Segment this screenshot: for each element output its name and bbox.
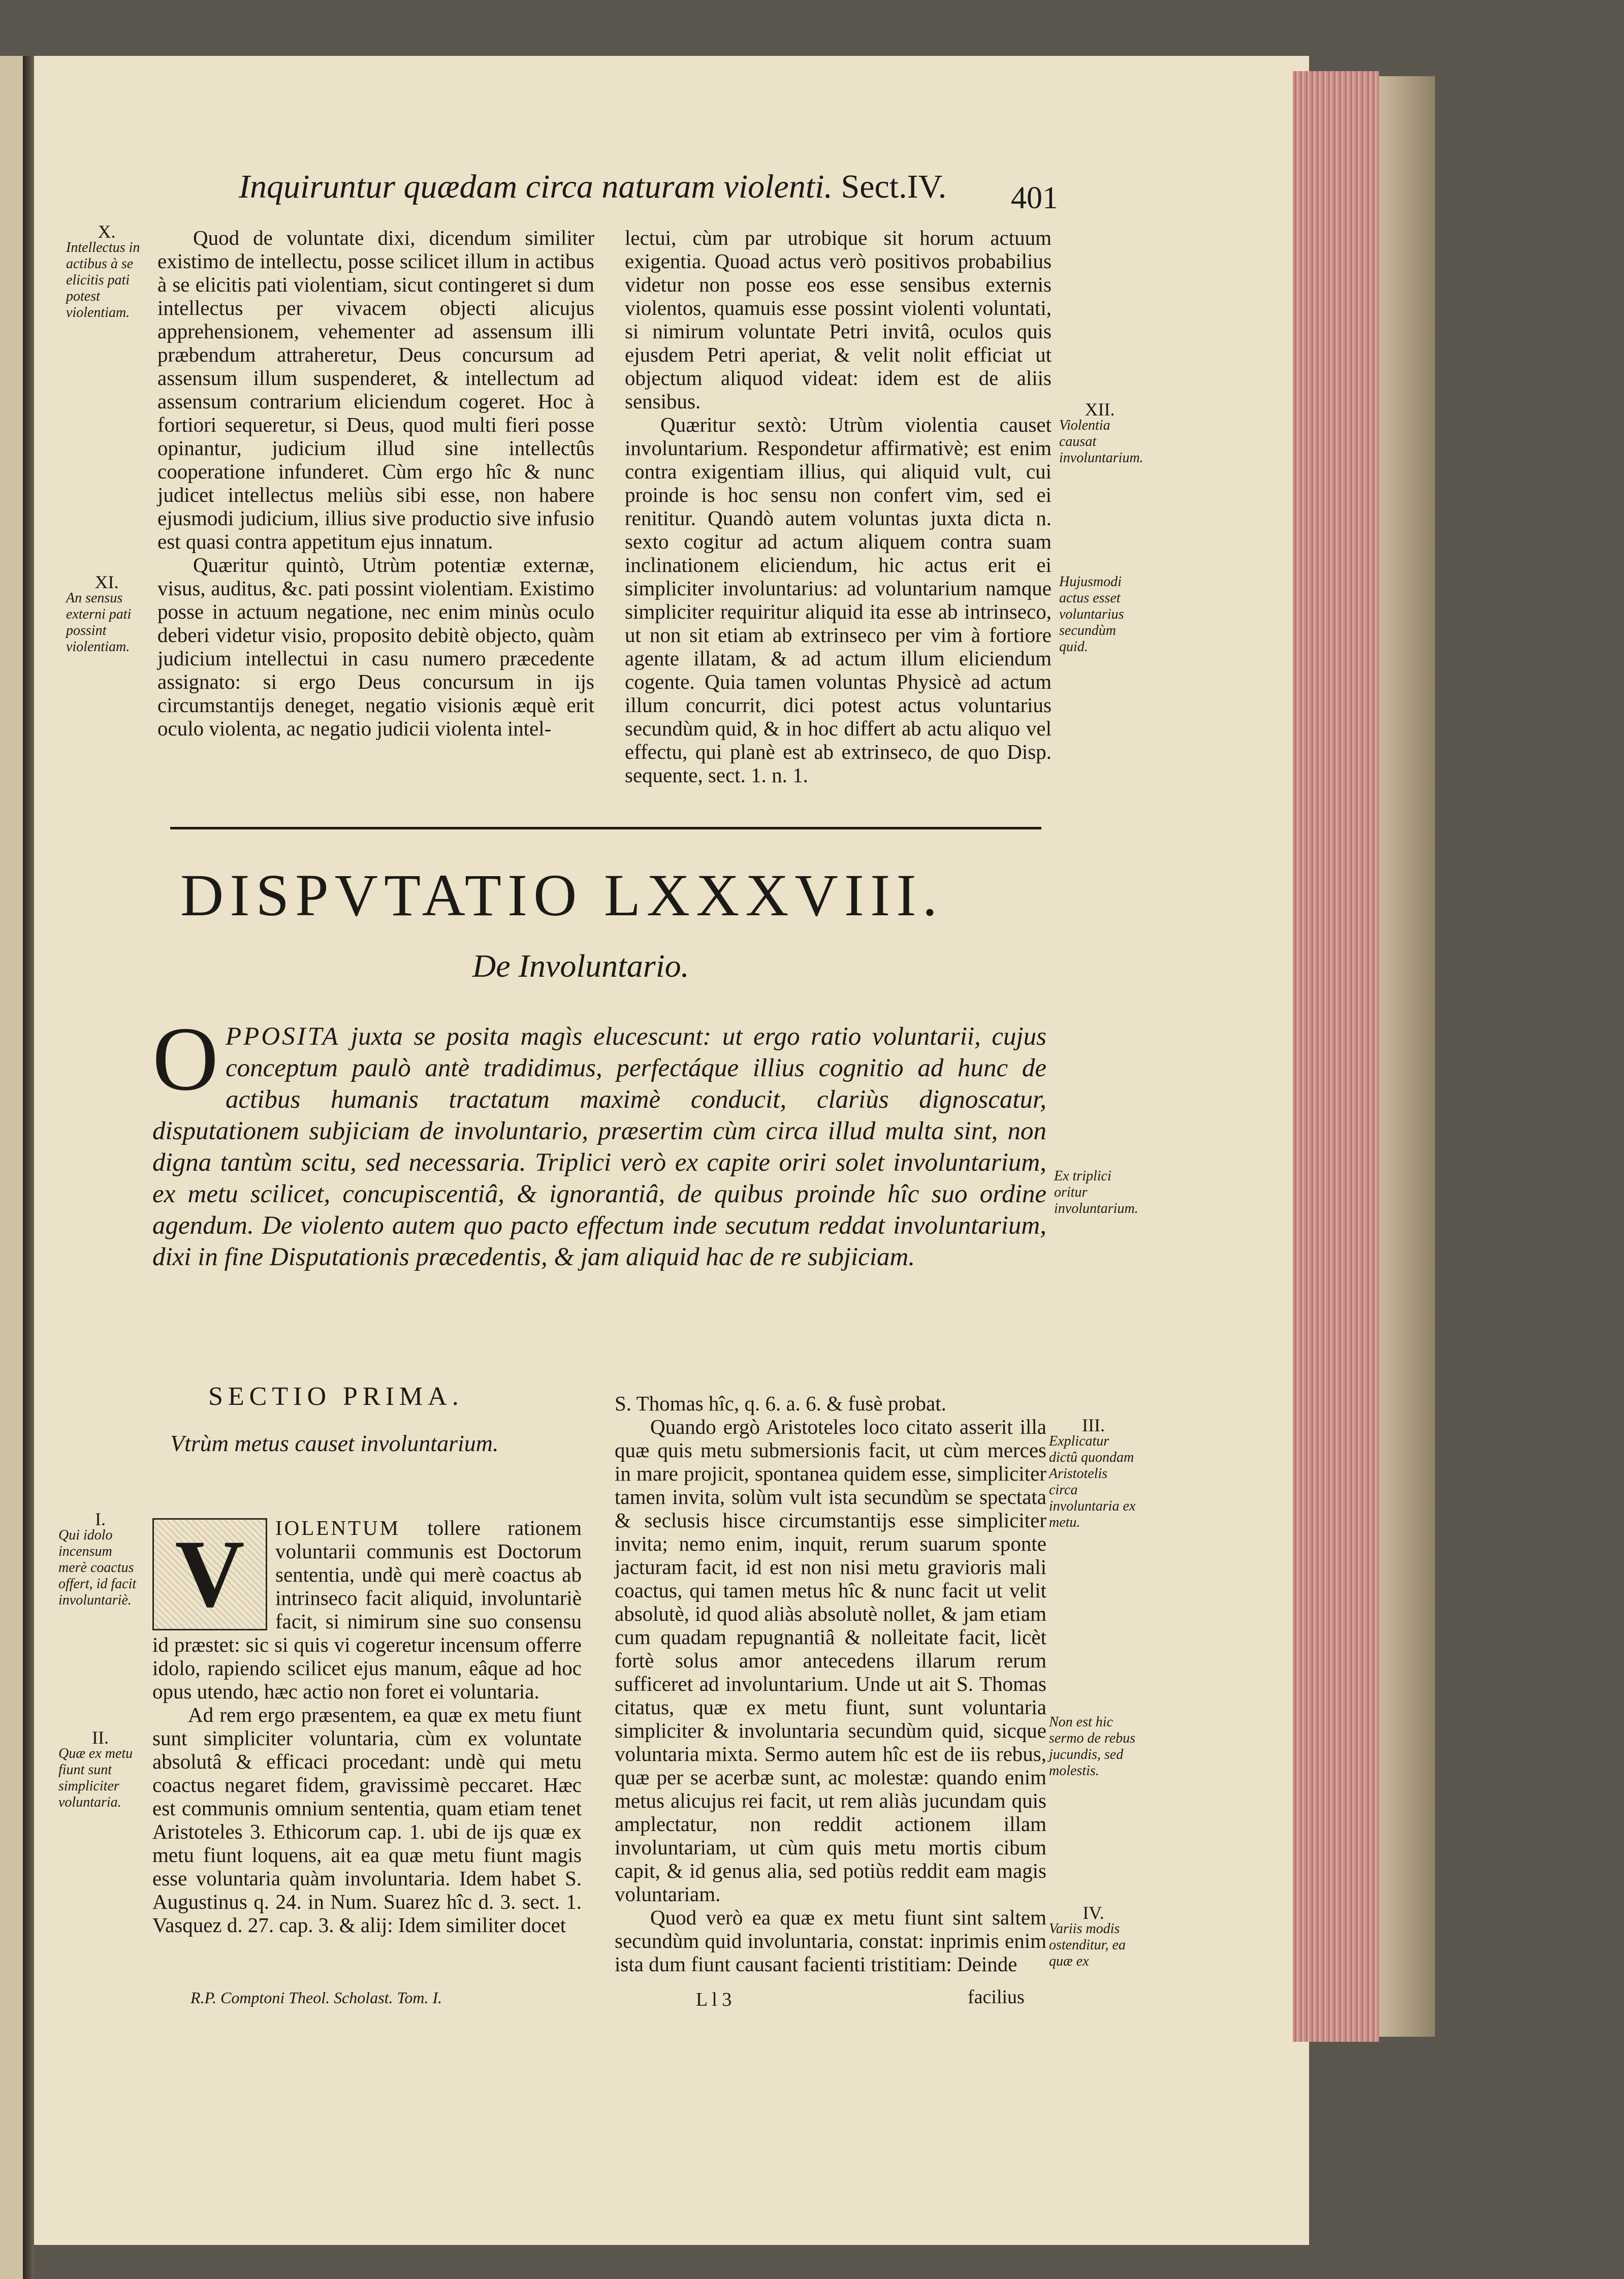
paragraph: Quod de voluntate dixi, dicendum similiter existimo de intellectu, posse scilicet illum in actibus à se elicitis pati violentiam, sicut contingeret si dum intellectus per vivacem objecti alicujus apprehensionem, vehementer ad assensum illi præbendum attraheretur, Deus concursum ad assensum illum suspenderet, & intellectum ad assensum contrarium eliciendum cogeret. Hoc à fortiori sequeretur, si Deus, quod multi fieri posse opinantur, judicium illud sine intellectûs cooperatione infunderet. Cùm ergo hîc & nunc judicet intellectus meliùs sibi esse, non habere ejusmodi judicium, illius sive productio sive infusio est quasi contra appetitum ejus innatum. <box>157 226 594 553</box>
paragraph: V IOLENTUM tollere rationem voluntarii communis est Doctorum sententia, undè qui merè coactus ab intrinseco facit aliquid, involuntariè facit, si nimirum sine suo consensu id præstet: sic si quis vi cogeretur incensum offerre idolo, rapiendo scilicet ejus manum, eâque ad hoc opus utendo, hæc actio non foret ei voluntaria. <box>152 1516 582 1703</box>
book-cover-edge <box>1379 76 1435 2037</box>
header-section: Sect.IV. <box>841 168 947 205</box>
book-gutter <box>23 56 34 2279</box>
page-edges-red <box>1293 71 1379 2042</box>
paragraph: S. Thomas hîc, q. 6. a. 6. & fusè probat. <box>615 1392 946 1415</box>
margin-note-x: X. Intellectus in actibus à se elicitis pati potest violentiam. <box>66 221 140 320</box>
footer-author: R.P. Comptoni Theol. Scholast. Tom. I. <box>190 1988 442 2007</box>
paragraph: Ad rem ergo præsentem, ea quæ ex metu fiunt sunt simpliciter voluntaria, cùm ex voluntate absolutâ & efficaci procedant: undè qui metu coactus negaret fidem, gravissimè peccaret. Hæc est communis omnium sententia, quam etiam tenet Aristoteles 3. Ethicorum cap. 1. ubi de ijs quæ ex metu fiunt loquens, ait ea quæ metu fiunt magis esse voluntaria quàm involuntaria. Idem habet S. Augustinus q. 24. in Num. Suarez hîc d. 3. sect. 1. Vasquez d. 27. cap. 3. & alij: Idem similiter docet <box>152 1703 582 1937</box>
left-page-edge <box>0 56 23 2279</box>
drop-cap-v: V <box>152 1518 267 1630</box>
drop-cap-o: O <box>152 1008 218 1109</box>
margin-note-iii: III. Explicatur dictû quondam Aristotelis circa involuntaria ex metu. <box>1049 1415 1136 1530</box>
page-number: 401 <box>1011 181 1058 215</box>
disputation-title: DISPVTATIO LXXXVIII. <box>180 862 944 928</box>
margin-note-iv: IV. Variis modis ostenditur, ea quæ ex <box>1049 1903 1126 1969</box>
bottom-right-column <box>615 1392 1046 1976</box>
margin-note-i: I. Qui idolo incensum merè coactus offert, id facit involuntariè. <box>58 1509 137 1608</box>
paragraph: Quæritur quintò, Utrùm potentiæ externæ, visus, auditus, &c. pati possint violentiam. Existimo posse in actuum negatione, nec enim minùs oculo deberi videtur visio, proposito debitè objecto, quàm judicium intellectui in casu numero præcedente assignato: si ergo Deus concursum in ijs circumstantijs deneget, negatio visionis æquè erit oculo violenta, ac negatio judicii violenta intel- <box>157 553 594 740</box>
margin-note-xii: XII. Violentia causat involuntarium. <box>1059 399 1143 466</box>
bottom-left-column <box>152 1516 582 1937</box>
paragraph: lectui, cùm par utrobique sit horum actuum exigentia. Quoad actus verò positivos probabilius videtur non posse eos esse sensibus externis violentos, quamuis esse possint violenti voluntati, si nimirum voluntate Petri invitâ, oculos quis ejusdem Petri aperiat, & velit nolit efficiat ut objectum aliquod videat: idem est de aliis sensibus. <box>625 226 1052 413</box>
margin-note-ex-triplici: Ex triplici oritur involuntarium. <box>1054 1168 1138 1216</box>
paragraph: Quæritur sextò: Utrùm violentia causet involuntarium. Respondetur affirmativè; est enim contra exigentiam illius, qui aliquid vult, cui proinde is hoc sensu non confert vim, sed ei renititur. Quandò autem voluntas juxta dicta n. sexto cogitur ad actum aliquem contra suam inclinationem eliciendum, hic actus erit ei simpliciter involuntarius: ad voluntarium namque simpliciter requiritur aliquid ita esse ab intrinseco, ut non sit etiam ab extrinseco per vim à fortiore agente illatam, & ad actum illum eliciendum cogente. Quia tamen voluntas Physicè ad actum illum concurrit, dici potest actus voluntarius secundùm quid, & in hoc differt ab actu aliquo vel effectu, qui planè est ab extrinseco, de quo Disp. sequente, sect. 1. n. 1. <box>625 413 1052 787</box>
first-word: IOLENTUM <box>275 1516 401 1539</box>
intro-text: juxta se posita magìs elucescunt: ut ergo ratio voluntarii, cujus conceptum paulò antè tradidimus, perfectáque illius cognitio ad hunc de actibus humanis tractatum maximè conducit, clariùs dignoscatur, disputationem subjiciam de involuntario, præsertim cùm circa illud multa sint, non digna tantùm scitu, sed necessaria. Triplici verò ex capite oriri solet involuntarium, ex metu scilicet, concupiscentiâ, & ignorantiâ, de quibus proinde hîc suo ordine agendum. De violento autem quo pacto effectum inde secutum reddat involuntarium, dixi in fine Disputationis præcedentis, & jam aliquid hac de re subjiciam. <box>152 1022 1046 1271</box>
margin-note-ii: II. Quæ ex metu fiunt sunt simpliciter voluntaria. <box>58 1727 133 1810</box>
paragraph: Quando ergò Aristoteles loco citato asserit illa quæ quis metu submersionis facit, ut cùm merces in mare projicit, spontanea quidem esse, simpliciter tamen invita, solùm vult ista secundùm se spectata & seclusis hisce circumstantijs esse simpliciter invita; nemo enim, inquit, rerum suarum sponte jacturam facit, id est non nisi metu gravioris mali coactus, qui tamen metus hîc & nunc facit ut velit absolutè, id quod aliàs absolutè nollet, & jam etiam cum quadam repugnantiâ & nolleitate facit, licèt fortè solus amor antecedens illarum rerum sufficeret ad involuntarium. Unde ut ait S. Thomas citatus, quæ ex metu fiunt, sunt voluntaria simpliciter & involuntaria secundùm quid, sicque voluntaria mixta. Sermo autem hîc est de iis rebus, quæ per se acerbæ sunt, ac molestæ: quando enim metus alicujus rei facit, ut rem aliàs jucundam quis amplectatur, non reddit actionem illam involuntariam, ut cùm quis metu mortis cibum capit, & id genus alia, sed potiùs reddit eam magis voluntariam. <box>615 1415 1046 1906</box>
margin-note-hujusmodi: Hujusmodi actus esset voluntarius secundùm quid. <box>1059 574 1124 655</box>
margin-note-xi: XI. An sensus externi pati possint violentiam. <box>66 572 132 655</box>
running-title: Inquiruntur quædam circa naturam violenti. <box>239 168 833 205</box>
section-question: Vtrùm metus causet involuntarium. <box>170 1430 499 1456</box>
paragraph: Quod verò ea quæ ex metu fiunt sint saltem secundùm quid involuntaria, constat: inprimis enim ista dum fiunt causant facienti tristitiam: Deinde <box>615 1906 1046 1976</box>
catchword: facilius <box>968 1986 1025 2008</box>
running-header <box>239 168 1133 223</box>
top-right-column <box>625 226 1052 787</box>
disputation-subtitle: De Involuntario. <box>472 948 689 984</box>
disputation-introduction <box>152 1008 1046 1273</box>
signature-mark: L l 3 <box>696 1989 732 2010</box>
section-heading: SECTIO PRIMA. <box>208 1382 464 1411</box>
margin-note-non-est: Non est hic sermo de rebus jucundis, sed molestis. <box>1049 1714 1136 1779</box>
intro-first-word: PPOSITA <box>226 1022 340 1051</box>
top-left-column <box>157 226 594 740</box>
section-divider-rule <box>170 827 1041 829</box>
